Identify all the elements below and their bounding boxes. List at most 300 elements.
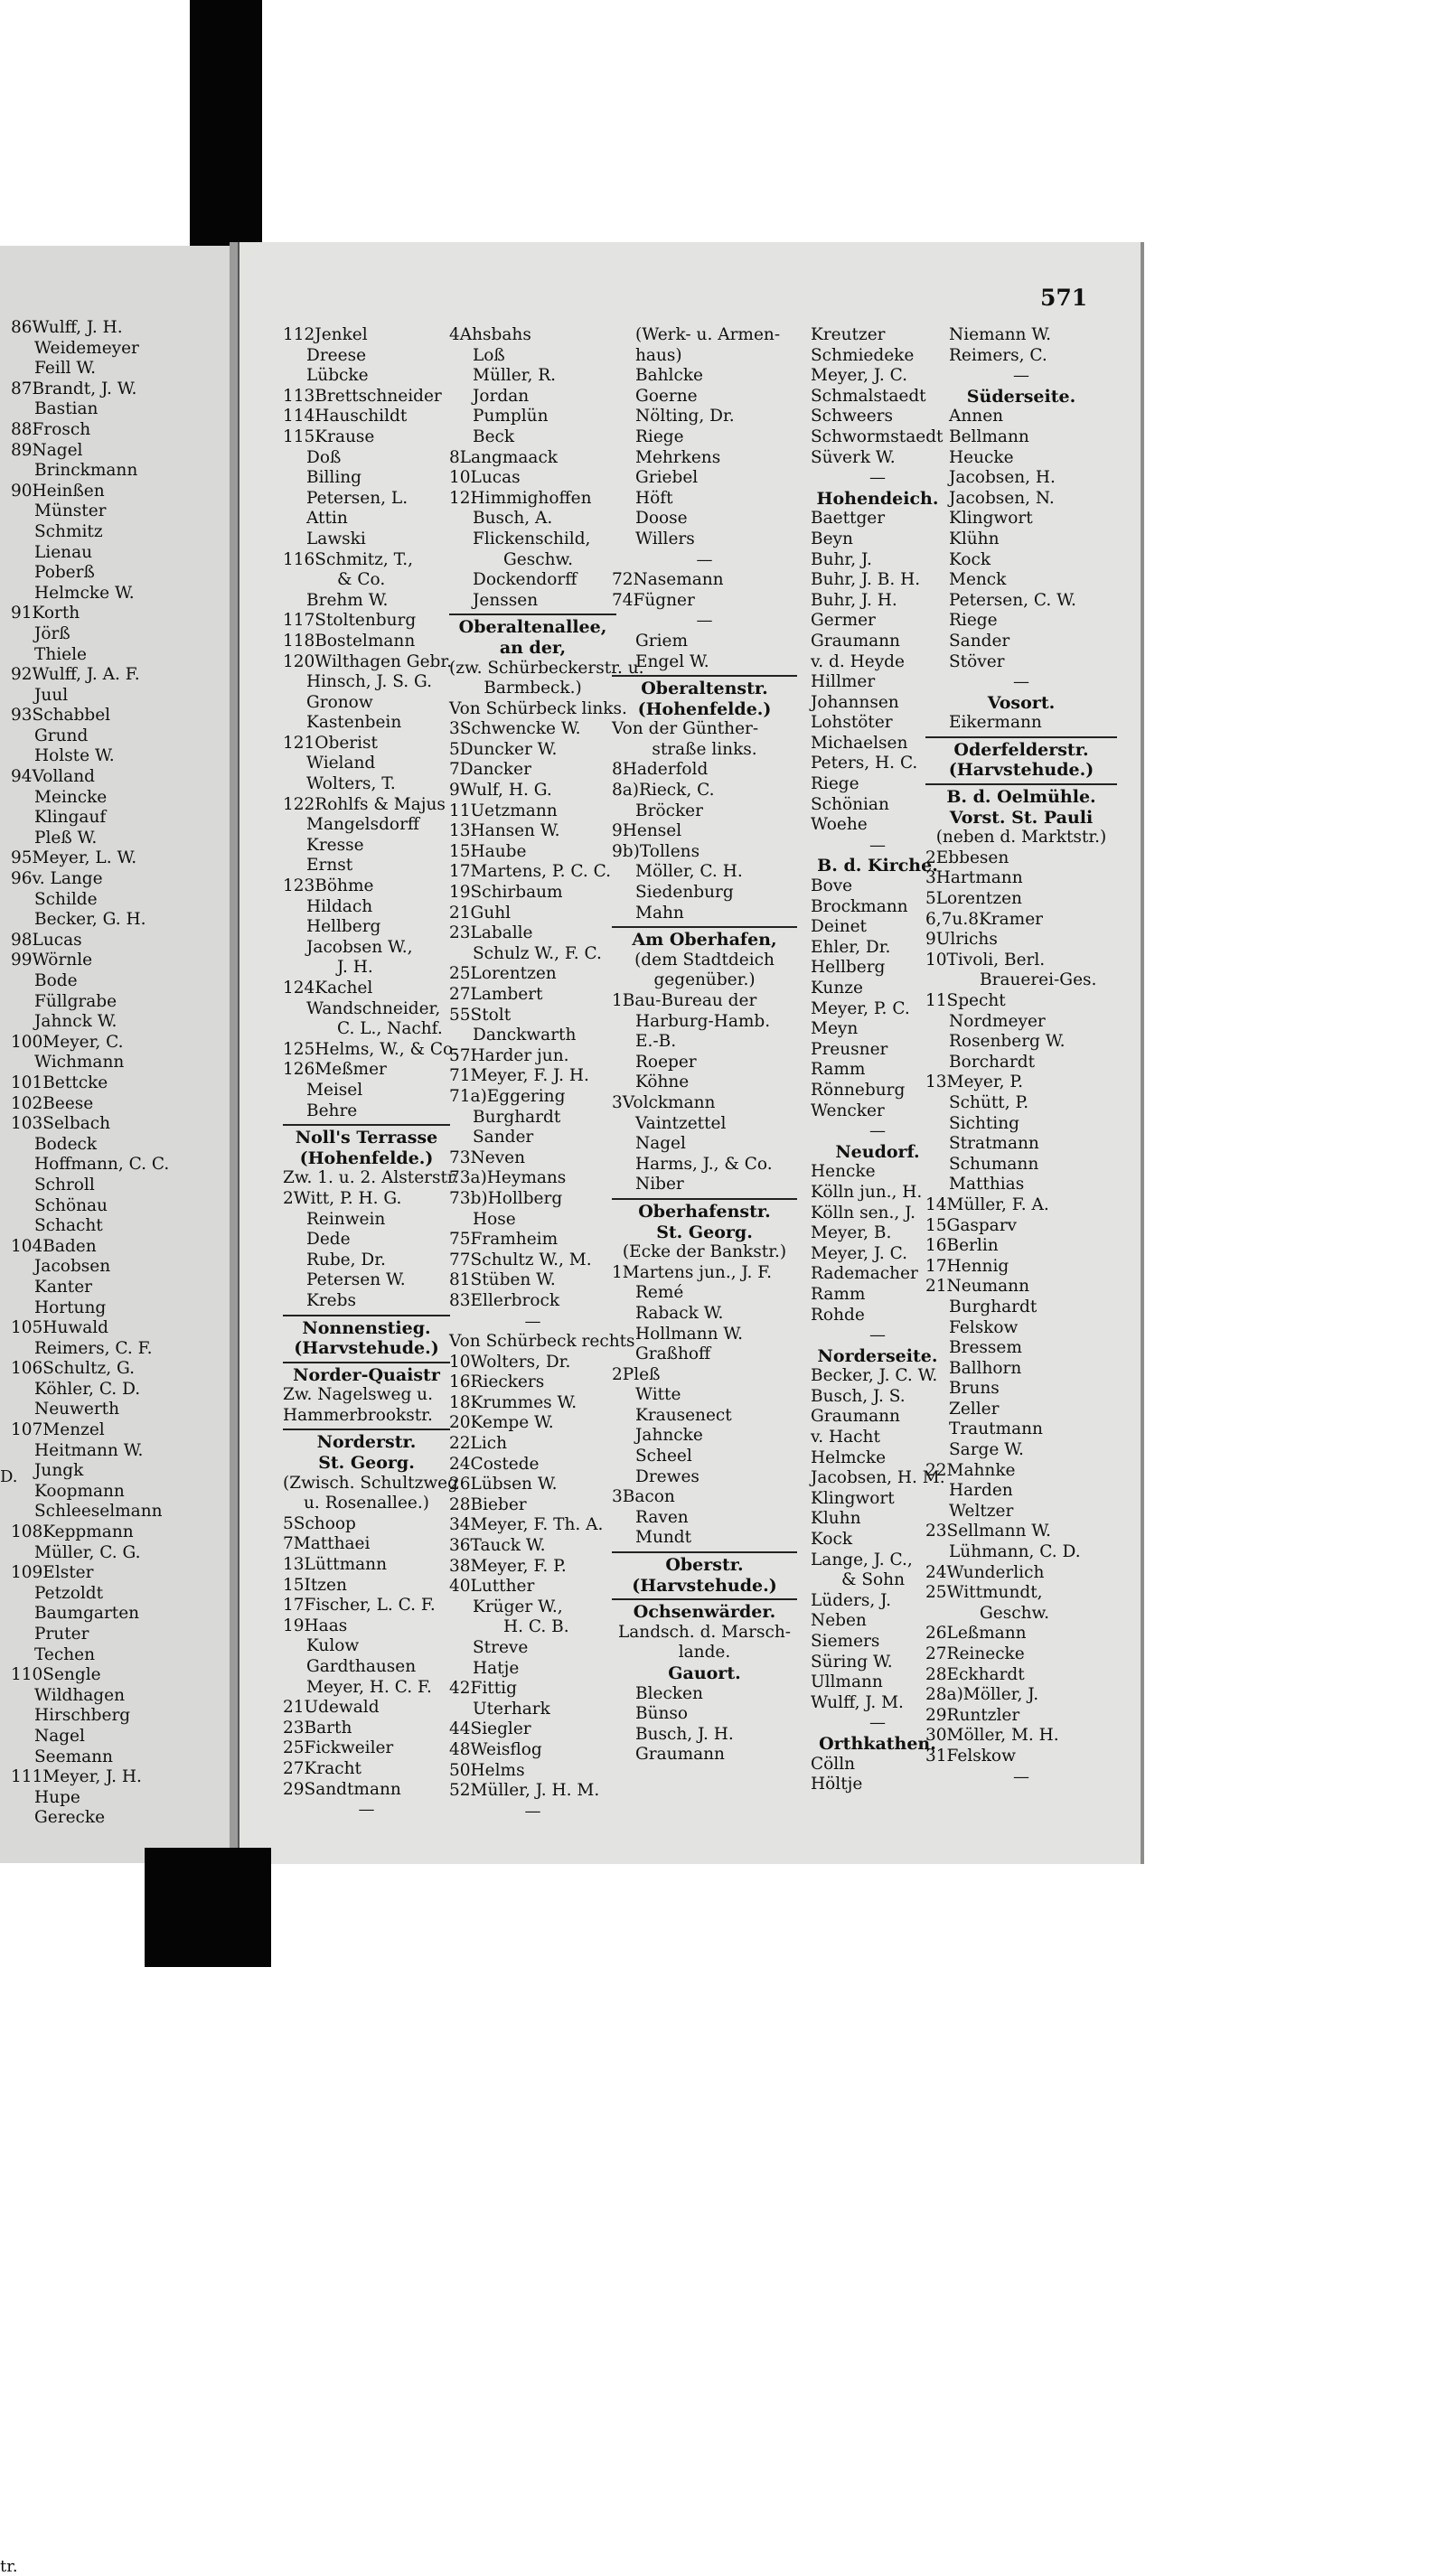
directory-entry: Geschw. xyxy=(503,549,574,569)
entry-list xyxy=(612,632,797,672)
directory-entry: Willers xyxy=(635,529,695,548)
directory-entry: 15Itzen xyxy=(283,1575,347,1595)
directory-entry: Juul xyxy=(34,685,69,705)
directory-entry: Dede xyxy=(306,1230,351,1250)
directory-entry: Graumann xyxy=(811,631,900,651)
end-dash: — xyxy=(1013,1766,1029,1786)
edge-mark: tr. xyxy=(0,2557,18,2576)
directory-entry: Süverk W. xyxy=(811,447,896,467)
separator-dash: — xyxy=(869,468,886,488)
directory-entry: Burghardt xyxy=(949,1297,1038,1316)
right-page xyxy=(238,242,1144,1864)
directory-entry: Graumann xyxy=(635,1745,725,1765)
directory-entry: 108Keppmann xyxy=(11,1522,134,1542)
directory-entry: Reinwein xyxy=(306,1209,386,1229)
directory-entry: C. L., Nachf. xyxy=(337,1019,443,1039)
directory-entry: 93Schabbel xyxy=(11,706,111,726)
directory-entry: Seemann xyxy=(34,1747,113,1766)
directory-entry: Wildhagen xyxy=(34,1685,126,1705)
directory-entry: 15Haube xyxy=(449,841,527,861)
directory-entry: Drewes xyxy=(635,1466,700,1486)
directory-entry: 121Oberist xyxy=(283,733,378,753)
directory-entry: Behre xyxy=(306,1101,358,1120)
directory-entry: Buhr, J. B. H. xyxy=(811,570,921,590)
directory-entry: 48Weisflog xyxy=(449,1739,542,1759)
divider xyxy=(283,1124,450,1126)
directory-entry: 7Dancker xyxy=(449,760,531,780)
directory-entry: Johannsen xyxy=(811,692,899,712)
directory-entry: 30Möller, M. H. xyxy=(925,1726,1059,1746)
directory-entry: 2Witt, P. H. G. xyxy=(283,1188,402,1208)
street-note: (neben d. Marktstr.) xyxy=(935,828,1107,848)
directory-entry: 99Wörnle xyxy=(11,951,93,970)
directory-entry: Busch, A. xyxy=(473,509,553,529)
directory-entry: Hencke xyxy=(811,1162,876,1182)
street-district: (Hohenfelde.) xyxy=(637,698,772,719)
directory-entry: 50Helms xyxy=(449,1760,525,1780)
directory-entry: 72Nasemann xyxy=(612,570,724,590)
directory-entry: 52Müller, J. H. M. xyxy=(449,1781,600,1801)
separator-dash: — xyxy=(869,1121,886,1141)
directory-entry: 106Schultz, G. xyxy=(11,1359,136,1379)
directory-entry: 88Frosch xyxy=(11,419,91,439)
street-note: straße links. xyxy=(652,739,757,759)
directory-entry: Buhr, J. xyxy=(811,549,872,569)
directory-entry: Kluhn xyxy=(811,1509,861,1529)
directory-entry: 3Schwencke W. xyxy=(449,719,581,739)
directory-entry: 124Kachel xyxy=(283,979,373,998)
directory-entry: Vaintzettel xyxy=(635,1113,727,1133)
directory-entry: 1Bau-Bureau der xyxy=(612,991,757,1010)
directory-entry: 14Müller, F. A. xyxy=(925,1194,1049,1214)
directory-entry: Nagel xyxy=(34,1726,85,1746)
directory-entry: Engel W. xyxy=(635,651,709,671)
directory-entry: 90Heinßen xyxy=(11,481,105,501)
separator-dash: — xyxy=(524,1311,541,1331)
directory-entry: Kock xyxy=(811,1530,853,1550)
directory-entry: 34Meyer, F. Th. A. xyxy=(449,1515,604,1535)
street-heading: Neudorf. xyxy=(835,1141,920,1162)
directory-entry: Schwormstaedt xyxy=(811,426,944,446)
directory-entry: Hellberg xyxy=(306,917,381,937)
directory-entry: Felskow xyxy=(949,1317,1019,1337)
directory-entry: Grund xyxy=(34,726,89,745)
entry-list xyxy=(612,1684,797,1766)
directory-entry: Doose xyxy=(635,509,688,529)
directory-entry: Schleeselmann xyxy=(34,1502,163,1522)
directory-entry: Hortung xyxy=(34,1297,107,1317)
directory-entry: 24Wunderlich xyxy=(925,1562,1045,1582)
street-note: (Zwisch. Schultzweg xyxy=(283,1473,458,1493)
directory-entry: 112Jenkel xyxy=(283,325,368,344)
directory-entry: 38Meyer, F. P. xyxy=(449,1556,567,1576)
separator-dash: — xyxy=(869,835,886,855)
directory-entry: Hinsch, J. S. G. xyxy=(306,672,433,692)
directory-entry: 125Helms, W., & Co. xyxy=(283,1039,458,1059)
page-number: 571 xyxy=(1040,285,1088,311)
directory-entry: 17Hennig xyxy=(925,1256,1009,1276)
entry-list xyxy=(612,1263,797,1549)
directory-entry: Jungk xyxy=(34,1461,84,1481)
directory-entry: Burghardt xyxy=(473,1107,561,1127)
directory-entry: 110Sengle xyxy=(11,1665,101,1685)
directory-entry: Michaelsen xyxy=(811,733,908,753)
directory-entry: Ramm xyxy=(811,1060,866,1080)
directory-entry: Attin xyxy=(306,509,348,529)
directory-entry: Menck xyxy=(949,570,1007,590)
directory-entry: 25Lorentzen xyxy=(449,964,557,984)
directory-entry: Schweers xyxy=(811,407,894,426)
directory-entry: 25Fickweiler xyxy=(283,1738,394,1758)
directory-entry: Kulow xyxy=(306,1636,360,1656)
directory-entry: Lange, J. C., xyxy=(811,1550,913,1569)
directory-entry: Hupe xyxy=(34,1787,80,1807)
directory-entry: Beck xyxy=(473,426,515,446)
directory-entry: Brauerei-Ges. xyxy=(980,970,1097,990)
street-heading: Süderseite. xyxy=(966,386,1076,407)
directory-entry: 9Hensel xyxy=(612,821,682,841)
directory-entry: Borchardt xyxy=(949,1052,1036,1072)
divider xyxy=(612,926,797,928)
directory-entry: Wandschneider, xyxy=(306,998,441,1018)
directory-entry: Riege xyxy=(635,426,684,446)
directory-entry: Brockmann xyxy=(811,896,908,916)
directory-entry: 91Korth xyxy=(11,604,80,623)
directory-entry: Krausenect xyxy=(635,1405,732,1425)
directory-entry: 16Berlin xyxy=(925,1236,999,1256)
directory-entry: Stöver xyxy=(949,651,1005,671)
directory-entry: 101Bettcke xyxy=(11,1073,108,1092)
directory-column-3 xyxy=(612,325,797,1766)
directory-entry: Mahn xyxy=(635,903,684,923)
directory-entry: Sichting xyxy=(949,1113,1019,1133)
directory-entry: 116Schmitz, T., xyxy=(283,549,414,569)
divider xyxy=(612,675,797,677)
directory-entry: Meyn xyxy=(811,1019,859,1039)
entry-list xyxy=(612,325,797,550)
directory-entry: 23Barth xyxy=(283,1718,352,1738)
directory-entry: 2Pleß xyxy=(612,1364,661,1384)
directory-entry: 5Lorentzen xyxy=(925,889,1022,909)
separator-dash: — xyxy=(869,1713,886,1733)
directory-entry: Gardthausen xyxy=(306,1657,417,1676)
directory-entry: Siedenburg xyxy=(635,883,734,903)
directory-entry: 89Nagel xyxy=(11,440,83,460)
directory-entry: Ramm xyxy=(811,1284,866,1304)
directory-entry: 120Wilthagen Gebr. xyxy=(283,651,453,671)
street-note: Barmbeck.) xyxy=(484,679,582,698)
directory-entry: Nölting, Dr. xyxy=(635,407,735,426)
directory-entry: Wieland xyxy=(306,754,376,773)
directory-entry: 122Rohlfs & Majus xyxy=(283,794,446,814)
directory-entry: 73b)Hollberg xyxy=(449,1188,563,1208)
edge-mark: D. xyxy=(0,1467,18,1486)
directory-entry: 102Beese xyxy=(11,1093,94,1113)
directory-entry: Hellberg xyxy=(811,958,886,978)
directory-entry: Pumplün xyxy=(473,407,549,426)
directory-entry: v. d. Heyde xyxy=(811,651,905,671)
street-heading: Ochsenwärder. xyxy=(633,1602,776,1623)
directory-entry: Hoffmann, C. C. xyxy=(34,1155,170,1175)
street-note: lande. xyxy=(678,1643,731,1663)
directory-entry: haus) xyxy=(635,345,682,365)
street-district: (Harvstehude.) xyxy=(294,1338,439,1359)
directory-entry: Petzoldt xyxy=(34,1583,104,1603)
street-heading: Oberhafenstr. xyxy=(638,1201,771,1222)
directory-entry: Jacobsen xyxy=(34,1257,111,1277)
directory-entry: Schulz W., F. C. xyxy=(473,943,602,963)
directory-entry: Busch, J. S. xyxy=(811,1386,906,1406)
directory-entry: Annen xyxy=(949,407,1004,426)
entry-list xyxy=(283,1189,450,1312)
street-note: Von der Günther- xyxy=(612,719,759,739)
directory-entry: 29Runtzler xyxy=(925,1705,1020,1725)
street-heading-cont: Vorst. St. Pauli xyxy=(949,807,1094,828)
directory-entry: Riege xyxy=(811,774,859,794)
directory-entry: Jörß xyxy=(34,623,70,643)
directory-entry: Meyer, H. C. F. xyxy=(306,1677,432,1697)
directory-entry: Baumgarten xyxy=(34,1604,140,1624)
binding-strip-bottom xyxy=(145,1848,271,1967)
directory-entry: Busch, J. H. xyxy=(635,1724,734,1744)
directory-entry: 11Uetzmann xyxy=(449,801,558,820)
directory-entry: Harden xyxy=(949,1481,1013,1501)
directory-entry: Klingauf xyxy=(34,808,107,828)
directory-entry: Süring W. xyxy=(811,1652,893,1672)
street-note: (dem Stadtdeich xyxy=(634,950,775,970)
directory-entry: Brehm W. xyxy=(306,590,389,610)
directory-entry: Niber xyxy=(635,1175,684,1194)
directory-entry: 11Specht xyxy=(925,991,1006,1010)
directory-entry: Scheel xyxy=(635,1447,692,1466)
directory-entry: Flickenschild, xyxy=(473,529,591,548)
directory-entry: 13Meyer, P. xyxy=(925,1073,1023,1092)
directory-entry: Kanter xyxy=(34,1277,92,1297)
directory-entry: H. C. B. xyxy=(503,1617,569,1637)
entry-list xyxy=(925,848,1117,1767)
directory-entry: Loß xyxy=(473,345,505,365)
street-heading: Hohendeich. xyxy=(816,488,939,509)
directory-entry: Klingwort xyxy=(811,1488,895,1508)
street-side-label: Von Schürbeck links. xyxy=(449,698,627,718)
directory-entry: Uterhark xyxy=(473,1699,550,1719)
directory-entry: Remé xyxy=(635,1283,684,1303)
directory-entry: Neben xyxy=(811,1611,867,1631)
directory-entry: Füllgrabe xyxy=(34,991,117,1011)
directory-entry: Höltje xyxy=(811,1775,863,1794)
directory-entry: Kölln jun., H. xyxy=(811,1182,923,1202)
directory-entry: Gerecke xyxy=(34,1808,106,1828)
end-dash: — xyxy=(524,1801,541,1821)
directory-entry: Lüders, J. xyxy=(811,1590,891,1610)
directory-entry: 104Baden xyxy=(11,1236,97,1256)
directory-entry: Siemers xyxy=(811,1632,880,1651)
directory-entry: Wichmann xyxy=(34,1053,125,1073)
street-note: (zw. Schürbeckerstr. u. xyxy=(449,658,644,678)
directory-entry: Hildach xyxy=(306,896,373,916)
directory-entry: 123Böhme xyxy=(283,876,374,896)
directory-entry: 7Matthaei xyxy=(283,1534,371,1554)
directory-entry: Rohde xyxy=(811,1305,865,1325)
directory-entry: Jacobsen, N. xyxy=(949,488,1055,508)
directory-entry: Goerne xyxy=(635,386,698,406)
street-district: St. Georg. xyxy=(656,1222,753,1242)
directory-entry: Billing xyxy=(306,468,362,488)
directory-entry: 26Lübsen W. xyxy=(449,1475,558,1494)
directory-entry: 75Framheim xyxy=(449,1230,559,1250)
separator-dash: — xyxy=(869,1325,886,1345)
directory-entry: Poberß xyxy=(34,563,95,583)
directory-entry: 113Brettschneider xyxy=(283,386,442,406)
directory-entry: Blecken xyxy=(635,1683,703,1703)
directory-entry: 13Hansen W. xyxy=(449,821,560,841)
left-page-column xyxy=(11,318,228,1829)
entry-list xyxy=(612,570,797,611)
directory-entry: 44Siegler xyxy=(449,1719,531,1739)
directory-entry: 8Haderfold xyxy=(612,760,709,780)
directory-entry: 42Fittig xyxy=(449,1679,517,1699)
directory-entry: Holste W. xyxy=(34,746,115,766)
street-note: Landsch. d. Marsch- xyxy=(617,1622,792,1642)
directory-entry: Wencker xyxy=(811,1101,885,1120)
directory-entry: Germer xyxy=(811,611,876,631)
directory-entry: 26Leßmann xyxy=(925,1624,1027,1644)
street-note: Zw. 1. u. 2. Alsterstr. xyxy=(283,1168,459,1188)
directory-entry: Neuwerth xyxy=(34,1400,120,1419)
directory-entry: Krebs xyxy=(306,1290,356,1310)
entry-list xyxy=(283,325,458,1121)
directory-entry: Schönian xyxy=(811,794,889,814)
directory-entry: 87Brandt, J. W. xyxy=(11,379,137,398)
directory-entry: Schilde xyxy=(34,889,98,909)
directory-entry: Lienau xyxy=(34,542,93,562)
directory-entry: Jahnck W. xyxy=(34,1012,117,1032)
directory-entry: Griebel xyxy=(635,468,699,488)
directory-entry: Hillmer xyxy=(811,672,876,692)
directory-entry: Pleß W. xyxy=(34,828,98,848)
street-heading: B. d. Oelmühle. xyxy=(946,787,1096,808)
directory-entry: 10Wolters, Dr. xyxy=(449,1352,571,1372)
directory-entry: Ballhorn xyxy=(949,1358,1022,1378)
directory-entry: Münster xyxy=(34,501,107,521)
separator-dash: — xyxy=(1013,366,1029,386)
directory-entry: Reimers, C. F. xyxy=(34,1338,153,1358)
directory-entry: 117Stoltenburg xyxy=(283,611,417,631)
directory-entry: 2Ebbesen xyxy=(925,848,1009,867)
street-heading: Vosort. xyxy=(987,692,1056,713)
directory-entry: Petersen W. xyxy=(306,1270,406,1290)
directory-entry: Matthias xyxy=(949,1175,1025,1194)
directory-entry: 71Meyer, F. J. H. xyxy=(449,1066,589,1086)
directory-entry: Mangelsdorff xyxy=(306,815,420,835)
directory-entry: Cölln xyxy=(811,1754,856,1774)
divider xyxy=(283,1429,450,1430)
directory-entry: Kresse xyxy=(306,835,364,855)
directory-entry: Preusner xyxy=(811,1039,888,1059)
street-district: St. Georg. xyxy=(318,1453,415,1474)
directory-entry: Kreutzer xyxy=(811,325,886,344)
directory-entry: Wulff, J. M. xyxy=(811,1692,904,1712)
directory-entry: 19Schirbaum xyxy=(449,883,563,903)
directory-entry: 3Volckmann xyxy=(612,1092,716,1112)
directory-entry: 22Mahnke xyxy=(925,1460,1016,1480)
directory-entry: Griem xyxy=(635,631,689,651)
directory-entry: Schacht xyxy=(34,1216,103,1236)
directory-entry: Jenssen xyxy=(473,590,539,610)
street-note: (Ecke der Bankstr.) xyxy=(622,1242,787,1262)
separator-dash: — xyxy=(696,549,713,569)
directory-entry: Jacobsen, H. M. xyxy=(811,1468,945,1488)
directory-entry: 23Laballe xyxy=(449,923,533,943)
directory-entry: Lübcke xyxy=(306,366,369,386)
directory-entry: Beyn xyxy=(811,529,853,548)
directory-entry: Riege xyxy=(949,611,998,631)
street-heading: Orthkathen. xyxy=(819,1733,936,1754)
street-note: u. Rosenallee.) xyxy=(304,1494,429,1513)
street-heading: Nonnenstieg. xyxy=(302,1317,431,1338)
directory-entry: Danckwarth xyxy=(473,1026,577,1045)
directory-entry: Höft xyxy=(635,488,673,508)
directory-entry: 28Eckhardt xyxy=(925,1664,1025,1684)
directory-entry: 23Sellmann W. xyxy=(925,1522,1051,1541)
left-page xyxy=(0,246,232,2576)
directory-entry: 24Costede xyxy=(449,1454,540,1474)
directory-entry: Helmcke W. xyxy=(34,583,135,603)
street-heading: Oberaltenallee, xyxy=(458,617,607,638)
directory-entry: 71a)Eggering xyxy=(449,1086,566,1106)
directory-entry: Bressem xyxy=(949,1338,1022,1358)
street-note: Hammerbrookstr. xyxy=(283,1405,433,1425)
directory-entry: Weidemeyer xyxy=(34,338,139,358)
directory-entry: Mehrkens xyxy=(635,447,721,467)
directory-entry: 100Meyer, C. xyxy=(11,1032,124,1052)
directory-entry: Meincke xyxy=(34,787,108,807)
directory-entry: Rönneburg xyxy=(811,1080,906,1100)
directory-entry: 20Kempe W. xyxy=(449,1413,554,1433)
directory-entry: Koopmann xyxy=(34,1481,125,1501)
directory-entry: Hose xyxy=(473,1209,516,1229)
directory-entry: Pruter xyxy=(34,1625,89,1644)
street-heading: Gauort. xyxy=(668,1663,741,1683)
directory-entry: 17Fischer, L. C. F. xyxy=(283,1596,436,1616)
directory-entry: Kock xyxy=(949,549,991,569)
divider xyxy=(612,1598,797,1600)
directory-entry: Bodeck xyxy=(34,1134,98,1154)
directory-entry: Bellmann xyxy=(949,426,1029,446)
street-heading: Norderstr. xyxy=(316,1432,417,1453)
divider xyxy=(925,736,1117,738)
directory-entry: Möller, C. H. xyxy=(635,862,743,882)
street-heading: Norder-Quaistr xyxy=(293,1364,440,1385)
directory-entry: (Werk- u. Armen- xyxy=(635,325,781,344)
directory-entry: Graumann xyxy=(811,1407,900,1427)
end-dash: — xyxy=(358,1800,375,1820)
directory-entry: Hollmann W. xyxy=(635,1324,744,1344)
directory-entry: 10Lucas xyxy=(449,468,521,488)
directory-entry: Müller, R. xyxy=(473,366,557,386)
directory-entry: Feill W. xyxy=(34,359,97,379)
directory-entry: Schütt, P. xyxy=(949,1092,1029,1112)
directory-entry: Nordmeyer xyxy=(949,1011,1046,1031)
directory-entry: Nagel xyxy=(635,1134,686,1154)
directory-entry: 9Wulf, H. G. xyxy=(449,781,552,801)
directory-entry: 27Lambert xyxy=(449,985,543,1004)
directory-entry: Müller, C. G. xyxy=(34,1542,141,1562)
directory-entry: Doß xyxy=(306,447,342,467)
directory-entry: 77Schultz W., M. xyxy=(449,1250,592,1269)
directory-entry: Becker, J. C. W. xyxy=(811,1366,938,1386)
directory-entry: Heucke xyxy=(949,447,1014,467)
